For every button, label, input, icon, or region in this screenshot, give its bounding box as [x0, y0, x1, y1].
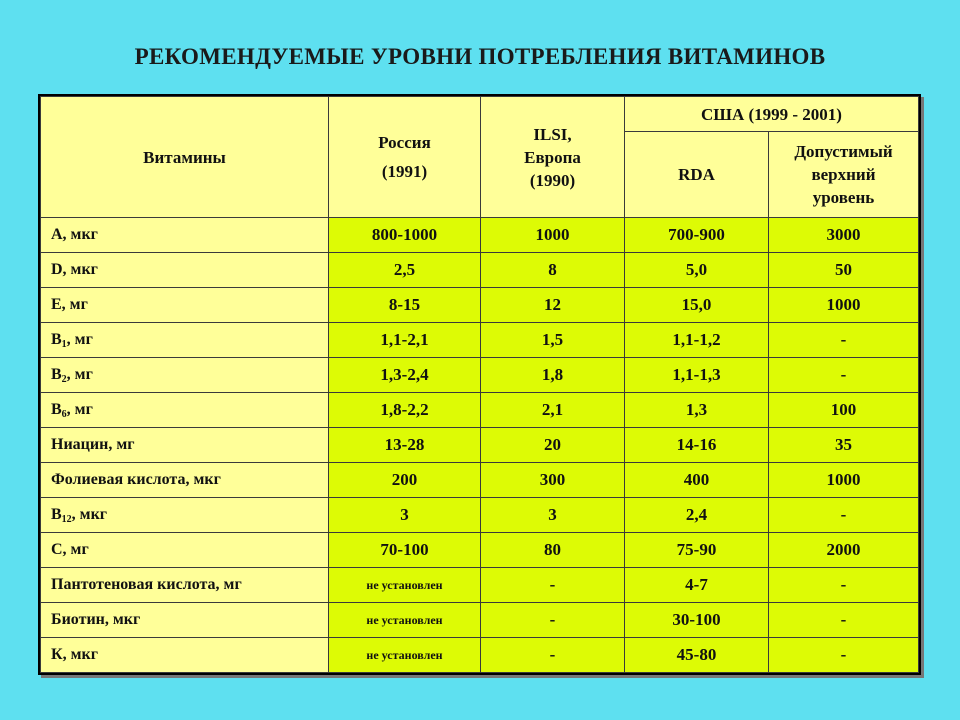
russia-value: 200 — [329, 463, 481, 498]
vitamin-name: А, мкг — [41, 218, 329, 253]
upper-value: 35 — [769, 428, 919, 463]
header-vitamins: Витамины — [41, 97, 329, 218]
header-upper-line3: уровень — [812, 188, 875, 207]
upper-value: - — [769, 568, 919, 603]
russia-value: 8-15 — [329, 288, 481, 323]
ilsi-value: 3 — [481, 498, 625, 533]
russia-value: 800-1000 — [329, 218, 481, 253]
russia-value: 1,1-2,1 — [329, 323, 481, 358]
header-rda: RDA — [625, 132, 769, 218]
header-ilsi-line2: Европа — [524, 147, 581, 167]
upper-value: - — [769, 498, 919, 533]
vitamins-table-frame — [38, 94, 921, 675]
header-russia-line1: Россия — [378, 133, 431, 152]
header-russia — [329, 97, 481, 218]
upper-value: 50 — [769, 253, 919, 288]
rda-value: 400 — [625, 463, 769, 498]
vitamin-name: С, мг — [41, 533, 329, 568]
table-row — [41, 428, 919, 463]
upper-value: 2000 — [769, 533, 919, 568]
ilsi-value: - — [481, 638, 625, 673]
vitamin-name: Е, мг — [41, 288, 329, 323]
ilsi-value: 80 — [481, 533, 625, 568]
table-row — [41, 463, 919, 498]
table-row — [41, 533, 919, 568]
upper-value: - — [769, 603, 919, 638]
russia-value: не установлен — [329, 638, 481, 673]
rda-value: 45-80 — [625, 638, 769, 673]
vitamin-name: D, мкг — [41, 253, 329, 288]
vitamins-table — [40, 96, 919, 673]
russia-value: не установлен — [329, 568, 481, 603]
ilsi-value: 20 — [481, 428, 625, 463]
rda-value: 4-7 — [625, 568, 769, 603]
russia-value: 70-100 — [329, 533, 481, 568]
rda-value: 15,0 — [625, 288, 769, 323]
ilsi-value: 2,1 — [481, 393, 625, 428]
header-usa: США (1999 - 2001) — [625, 97, 919, 132]
table-row — [41, 358, 919, 393]
vitamin-name: $В_6$, мг — [41, 393, 329, 428]
table-row — [41, 603, 919, 638]
russia-value: 2,5 — [329, 253, 481, 288]
russia-value: 13-28 — [329, 428, 481, 463]
rda-value: 5,0 — [625, 253, 769, 288]
upper-value: - — [769, 323, 919, 358]
header-upper-line1: Допустимый — [794, 142, 893, 161]
vitamin-name: Пантотеновая кислота, мг — [41, 568, 329, 603]
upper-value: - — [769, 638, 919, 673]
header-upper-level — [769, 132, 919, 218]
table-row — [41, 253, 919, 288]
upper-value: 3000 — [769, 218, 919, 253]
rda-value: 2,4 — [625, 498, 769, 533]
rda-value: 75-90 — [625, 533, 769, 568]
ilsi-value: - — [481, 603, 625, 638]
table-row — [41, 288, 919, 323]
rda-value: 700-900 — [625, 218, 769, 253]
upper-value: - — [769, 358, 919, 393]
ilsi-value: 1000 — [481, 218, 625, 253]
russia-value: 1,8-2,2 — [329, 393, 481, 428]
table-row — [41, 393, 919, 428]
rda-value: 30-100 — [625, 603, 769, 638]
rda-value: 1,3 — [625, 393, 769, 428]
table-row — [41, 568, 919, 603]
rda-value: 14-16 — [625, 428, 769, 463]
vitamin-name: К, мкг — [41, 638, 329, 673]
ilsi-value: 1,5 — [481, 323, 625, 358]
header-ilsi — [481, 97, 625, 218]
table-row — [41, 323, 919, 358]
ilsi-value: 8 — [481, 253, 625, 288]
ilsi-value: 300 — [481, 463, 625, 498]
rda-value: 1,1-1,2 — [625, 323, 769, 358]
vitamin-name: $В_{12}$, мкг — [41, 498, 329, 533]
vitamin-name: $В_1$, мг — [41, 323, 329, 358]
vitamin-name: Биотин, мкг — [41, 603, 329, 638]
russia-value: 1,3-2,4 — [329, 358, 481, 393]
table-row — [41, 638, 919, 673]
table-row — [41, 498, 919, 533]
ilsi-value: 1,8 — [481, 358, 625, 393]
header-russia-line2: (1991) — [381, 162, 428, 181]
page-title: РЕКОМЕНДУЕМЫЕ УРОВНИ ПОТРЕБЛЕНИЯ ВИТАМИНОВ — [134, 44, 826, 69]
header-ilsi-line1: ILSI, — [533, 124, 572, 144]
table-row — [41, 218, 919, 253]
ilsi-value: - — [481, 568, 625, 603]
vitamin-name: Фолиевая кислота, мкг — [41, 463, 329, 498]
header-ilsi-line3: (1990) — [529, 170, 576, 190]
ilsi-value: 12 — [481, 288, 625, 323]
russia-value: 3 — [329, 498, 481, 533]
vitamin-name: Ниацин, мг — [41, 428, 329, 463]
header-upper-line2: верхний — [811, 165, 876, 184]
upper-value: 1000 — [769, 288, 919, 323]
upper-value: 100 — [769, 393, 919, 428]
upper-value: 1000 — [769, 463, 919, 498]
rda-value: 1,1-1,3 — [625, 358, 769, 393]
vitamin-name: $В_2$, мг — [41, 358, 329, 393]
russia-value: не установлен — [329, 603, 481, 638]
